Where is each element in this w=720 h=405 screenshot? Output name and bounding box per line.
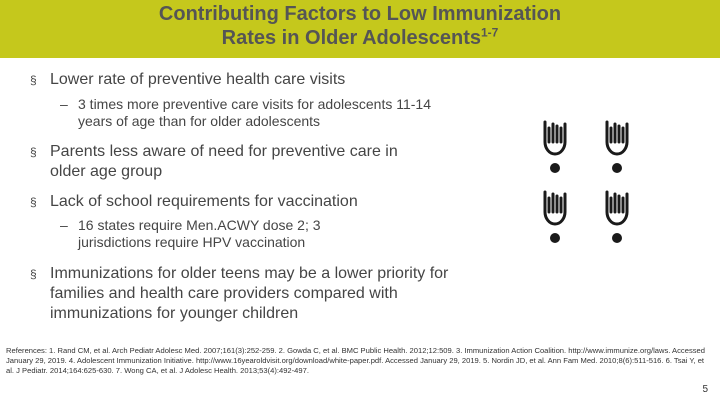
page-number: 5 <box>702 384 708 395</box>
hand-down-icon <box>603 120 631 176</box>
bullet-text: Lack of school requirements for vaccination <box>50 193 358 210</box>
hand-down-icon <box>541 120 569 176</box>
references: References: 1. Rand CM, et al. Arch Pediatr Adolesc Med. 2007;161(3):252-259. 2. Gowda C, et al. BMC Public Health. 2012;12:509. 3. Immunization Action Coalition. http://www.immunize.org/laws. Accessed January 29, 2019. 4. Adolescent Immunization Initiative. http://www.16yearoldvisit.org/download/white-paper.pdf. Accessed January 29, 2019. 5. Nordin JD, et al. Ann Fam Med. 2010;8(6):511-516. 6. Tsai Y, et al. J Pediatr. 2014;164:625-630. 7. Wong CA, et al. J Adolesc Health. 2013;53(4):492-497. <box>6 346 705 375</box>
bullet-4 <box>30 264 500 324</box>
bullet-marker: § <box>30 73 37 87</box>
bullet-3 <box>30 192 450 212</box>
bullet-marker: § <box>30 195 37 209</box>
hand-down-icon <box>541 190 569 246</box>
title-line-2-text: Rates in Older Adolescents <box>221 27 481 49</box>
slide-title <box>0 2 720 50</box>
title-line-2 <box>0 26 720 50</box>
bullet-text: Immunizations for older teens may be a lower priority for families and health care providers compared with immunizations for younger children <box>50 265 449 322</box>
subbullet-1 <box>60 96 460 130</box>
bullet-marker: § <box>30 145 37 159</box>
bullet-2 <box>30 142 430 182</box>
bullet-text: Lower rate of preventive health care visits <box>50 71 346 88</box>
subbullet-marker: – <box>60 217 68 233</box>
subbullet-marker: – <box>60 96 68 112</box>
subbullet-2 <box>60 217 360 251</box>
subbullet-text: 16 states require Men.ACWY dose 2; 3 jurisdictions require HPV vaccination <box>78 217 321 250</box>
title-superscript: 1-7 <box>481 25 499 40</box>
subbullet-text: 3 times more preventive care visits for adolescents 11-14 years of age than for older adolescents <box>78 96 432 129</box>
title-line-1: Contributing Factors to Low Immunization <box>158 3 562 25</box>
hand-down-icon <box>603 190 631 246</box>
bullet-text: Parents less aware of need for preventive care in older age group <box>50 143 398 180</box>
bullet-marker: § <box>30 267 37 281</box>
bullet-1 <box>30 70 430 90</box>
